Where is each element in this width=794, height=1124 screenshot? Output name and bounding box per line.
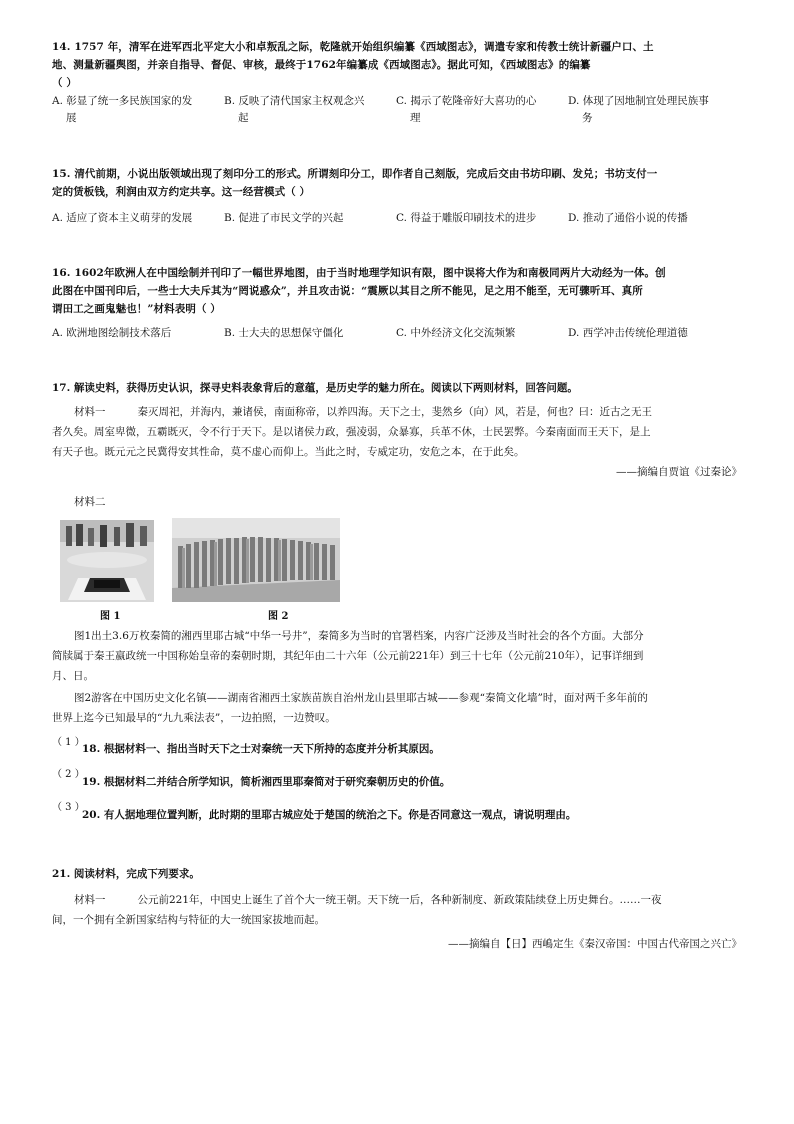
q15-stem-line1: 15. 清代前期，小说出版领域出现了刻印分工的形式。所谓刻印分工，即作者自己刻版，完成后交由书坊印刷、发兑；书坊支付一 bbox=[52, 168, 658, 180]
q17-m1-label: 材料一 bbox=[74, 406, 106, 418]
q17-p2-line1: 图2游客在中国历史文化名镇——湖南省湘西土家族苗族自治州龙山县里耶古城——参观“秦简文化墙”时，面对两千多年前的 bbox=[74, 692, 648, 704]
q16-option-c[interactable]: C. 中外经济文化交流频繁 bbox=[396, 327, 516, 339]
q16-option-b[interactable]: B. 士大夫的思想保守僵化 bbox=[224, 327, 344, 339]
q17-p2-line2: 世界上迄今已知最早的“九九乘法表”，一边拍照，一边赞叹。 bbox=[52, 712, 336, 724]
q21-m1-label: 材料一 bbox=[74, 894, 106, 906]
q17-m1-line1: 秦灭周祀，并海内，兼诸侯，南面称帝，以养四海。天下之士，斐然乡（向）风，若是，何也？曰：近古之无王 bbox=[137, 406, 652, 418]
q14-stem-line2: 地、测量新疆舆图，并亲自指导、督促、审核，最终于1762年编纂成《西域图志》。据此可知，《西域图志》的编纂 bbox=[52, 59, 591, 71]
q17-sub-3-number: （ 3 ） bbox=[52, 802, 85, 813]
q17-p1-line2: 简牍属于秦王嬴政统一中国称始皇帝的秦朝时期，其纪年由二十六年（公元前221年）到三十七年（公元前210年），记事详细到 bbox=[52, 650, 644, 662]
q14-option-b-line2: 起 bbox=[238, 112, 249, 124]
figure-1-image bbox=[60, 520, 154, 602]
q17-p1-line3: 月、日。 bbox=[52, 670, 94, 682]
q17-m1-line2: 者久矣。周室卑微，五霸既灭，令不行于天下。是以诸侯力政，强凌弱，众暴寡，兵革不休，士民罢弊。今秦南面而王天下，是上 bbox=[52, 426, 651, 438]
q14-option-a-line2: 展 bbox=[66, 112, 77, 124]
q15-option-d[interactable]: D. 推动了通俗小说的传播 bbox=[568, 212, 688, 224]
q17-m1-line3: 有天子也。既元元之民冀得安其性命，莫不虚心而仰上。当此之时，专威定功，安危之本，在于此矣。 bbox=[52, 446, 525, 458]
q17-p1-line1: 图1出土3.6万枚秦简的湘西里耶古城“中华一号井”，秦简多为当时的官署档案，内容广泛涉及当时社会的各个方面。大部分 bbox=[74, 630, 644, 642]
q14-options bbox=[52, 93, 740, 127]
q17-sub-2-text: 19. 根据材料二并结合所学知识，简析湘西里耶秦简对于研究秦朝历史的价值。 bbox=[82, 776, 451, 788]
q17-material-1 bbox=[52, 402, 742, 482]
q16-stem-line2: 此图在中国刊印后，一些士大夫斥其为“罔说惑众”，并且攻击说：“震厥以其目之所不能见，足之用不能至，无可骤听耳、真所 bbox=[52, 285, 643, 297]
q17-m2-paragraph-2 bbox=[52, 688, 742, 728]
q14-option-a-line1: A. 彰显了统一多民族国家的发 bbox=[52, 95, 193, 107]
q21-m1-line2: 间，一个拥有全新国家结构与特征的大一统国家拔地而起。 bbox=[52, 914, 325, 926]
q15-option-c[interactable]: C. 得益于雕版印刷技术的进步 bbox=[396, 212, 537, 224]
q14-option-a[interactable] bbox=[52, 93, 224, 127]
q17-m1-source: ——摘编自贾谊《过秦论》 bbox=[616, 466, 742, 478]
figure-1-caption: 图 1 bbox=[100, 611, 121, 622]
q14-option-c[interactable] bbox=[396, 93, 568, 127]
q16-stem-line1: 16. 1602年欧洲人在中国绘制并刊印了一幅世界地图，由于当时地理学知识有限，图中误将大作为和南极同两片大动经为一体。创 bbox=[52, 267, 666, 279]
q16-option-a[interactable]: A. 欧洲地图绘制技术落后 bbox=[52, 327, 172, 339]
q17-intro: 17. 解读史料，获得历史认识，探寻史料表象背后的意蕴，是历史学的魅力所在。阅读以下两则材料，回答问题。 bbox=[52, 382, 578, 394]
q15-option-b[interactable]: B. 促进了市民文学的兴起 bbox=[224, 212, 344, 224]
q14-stem-line1: 14. 1757 年，清军在进军西北平定大小和卓叛乱之际，乾隆就开始组织编纂《西域图志》，调遣专家和传教士统计新疆户口、土 bbox=[52, 41, 654, 53]
q14-option-c-line1: C. 揭示了乾隆帝好大喜功的心 bbox=[396, 95, 537, 107]
q14-option-b[interactable] bbox=[224, 93, 396, 127]
figure-2-image bbox=[172, 518, 340, 602]
q16-stem bbox=[52, 264, 752, 318]
q17-m2-paragraph-1 bbox=[52, 626, 742, 686]
q17-sub-3-text: 20. 有人据地理位置判断，此时期的里耶古城应处于楚国的统治之下。你是否同意这一观点，请说明理由。 bbox=[82, 809, 577, 821]
q15-options bbox=[52, 210, 740, 227]
q16-option-d[interactable]: D. 西学冲击传统伦理道德 bbox=[568, 327, 688, 339]
q16-stem-line3: 谓田工之画鬼魅也！”材料表明（ ） bbox=[52, 303, 221, 315]
q14-answer-paren: （ ） bbox=[52, 77, 77, 89]
q15-option-a[interactable]: A. 适应了资本主义萌芽的发展 bbox=[52, 212, 193, 224]
q14-option-d-line1: D. 体现了因地制宜处理民族事 bbox=[568, 95, 709, 107]
q21-m1-source: ——摘编自【日】西嶋定生《秦汉帝国：中国古代帝国之兴亡》 bbox=[448, 938, 742, 950]
q21-m1-line1: 公元前221年，中国史上诞生了首个大一统王朝。天下统一后，各种新制度、新政策陆续登上历史舞台。……一夜 bbox=[137, 894, 662, 906]
q17-sub-2-number: （ 2 ） bbox=[52, 769, 85, 780]
q17-sub-1-text: 18. 根据材料一、指出当时天下之士对秦统一天下所持的态度并分析其原因。 bbox=[82, 743, 440, 755]
figure-2-caption: 图 2 bbox=[268, 611, 289, 622]
q14-option-b-line1: B. 反映了清代国家主权观念兴 bbox=[224, 95, 365, 107]
q17-sub-1-number: （ 1 ） bbox=[52, 737, 85, 748]
q21-material-1 bbox=[52, 890, 742, 954]
q17-m2-label: 材料二 bbox=[74, 496, 106, 508]
q14-stem bbox=[52, 38, 752, 92]
q14-option-d[interactable] bbox=[568, 93, 740, 127]
q15-stem bbox=[52, 165, 752, 201]
q15-stem-line2: 定的赁板钱，利润由双方约定共享。这一经营模式（ ） bbox=[52, 186, 311, 198]
q14-option-d-line2: 务 bbox=[582, 112, 593, 124]
q14-option-c-line2: 理 bbox=[410, 112, 421, 124]
q21-intro: 21. 阅读材料，完成下列要求。 bbox=[52, 868, 200, 880]
q16-options bbox=[52, 325, 740, 342]
